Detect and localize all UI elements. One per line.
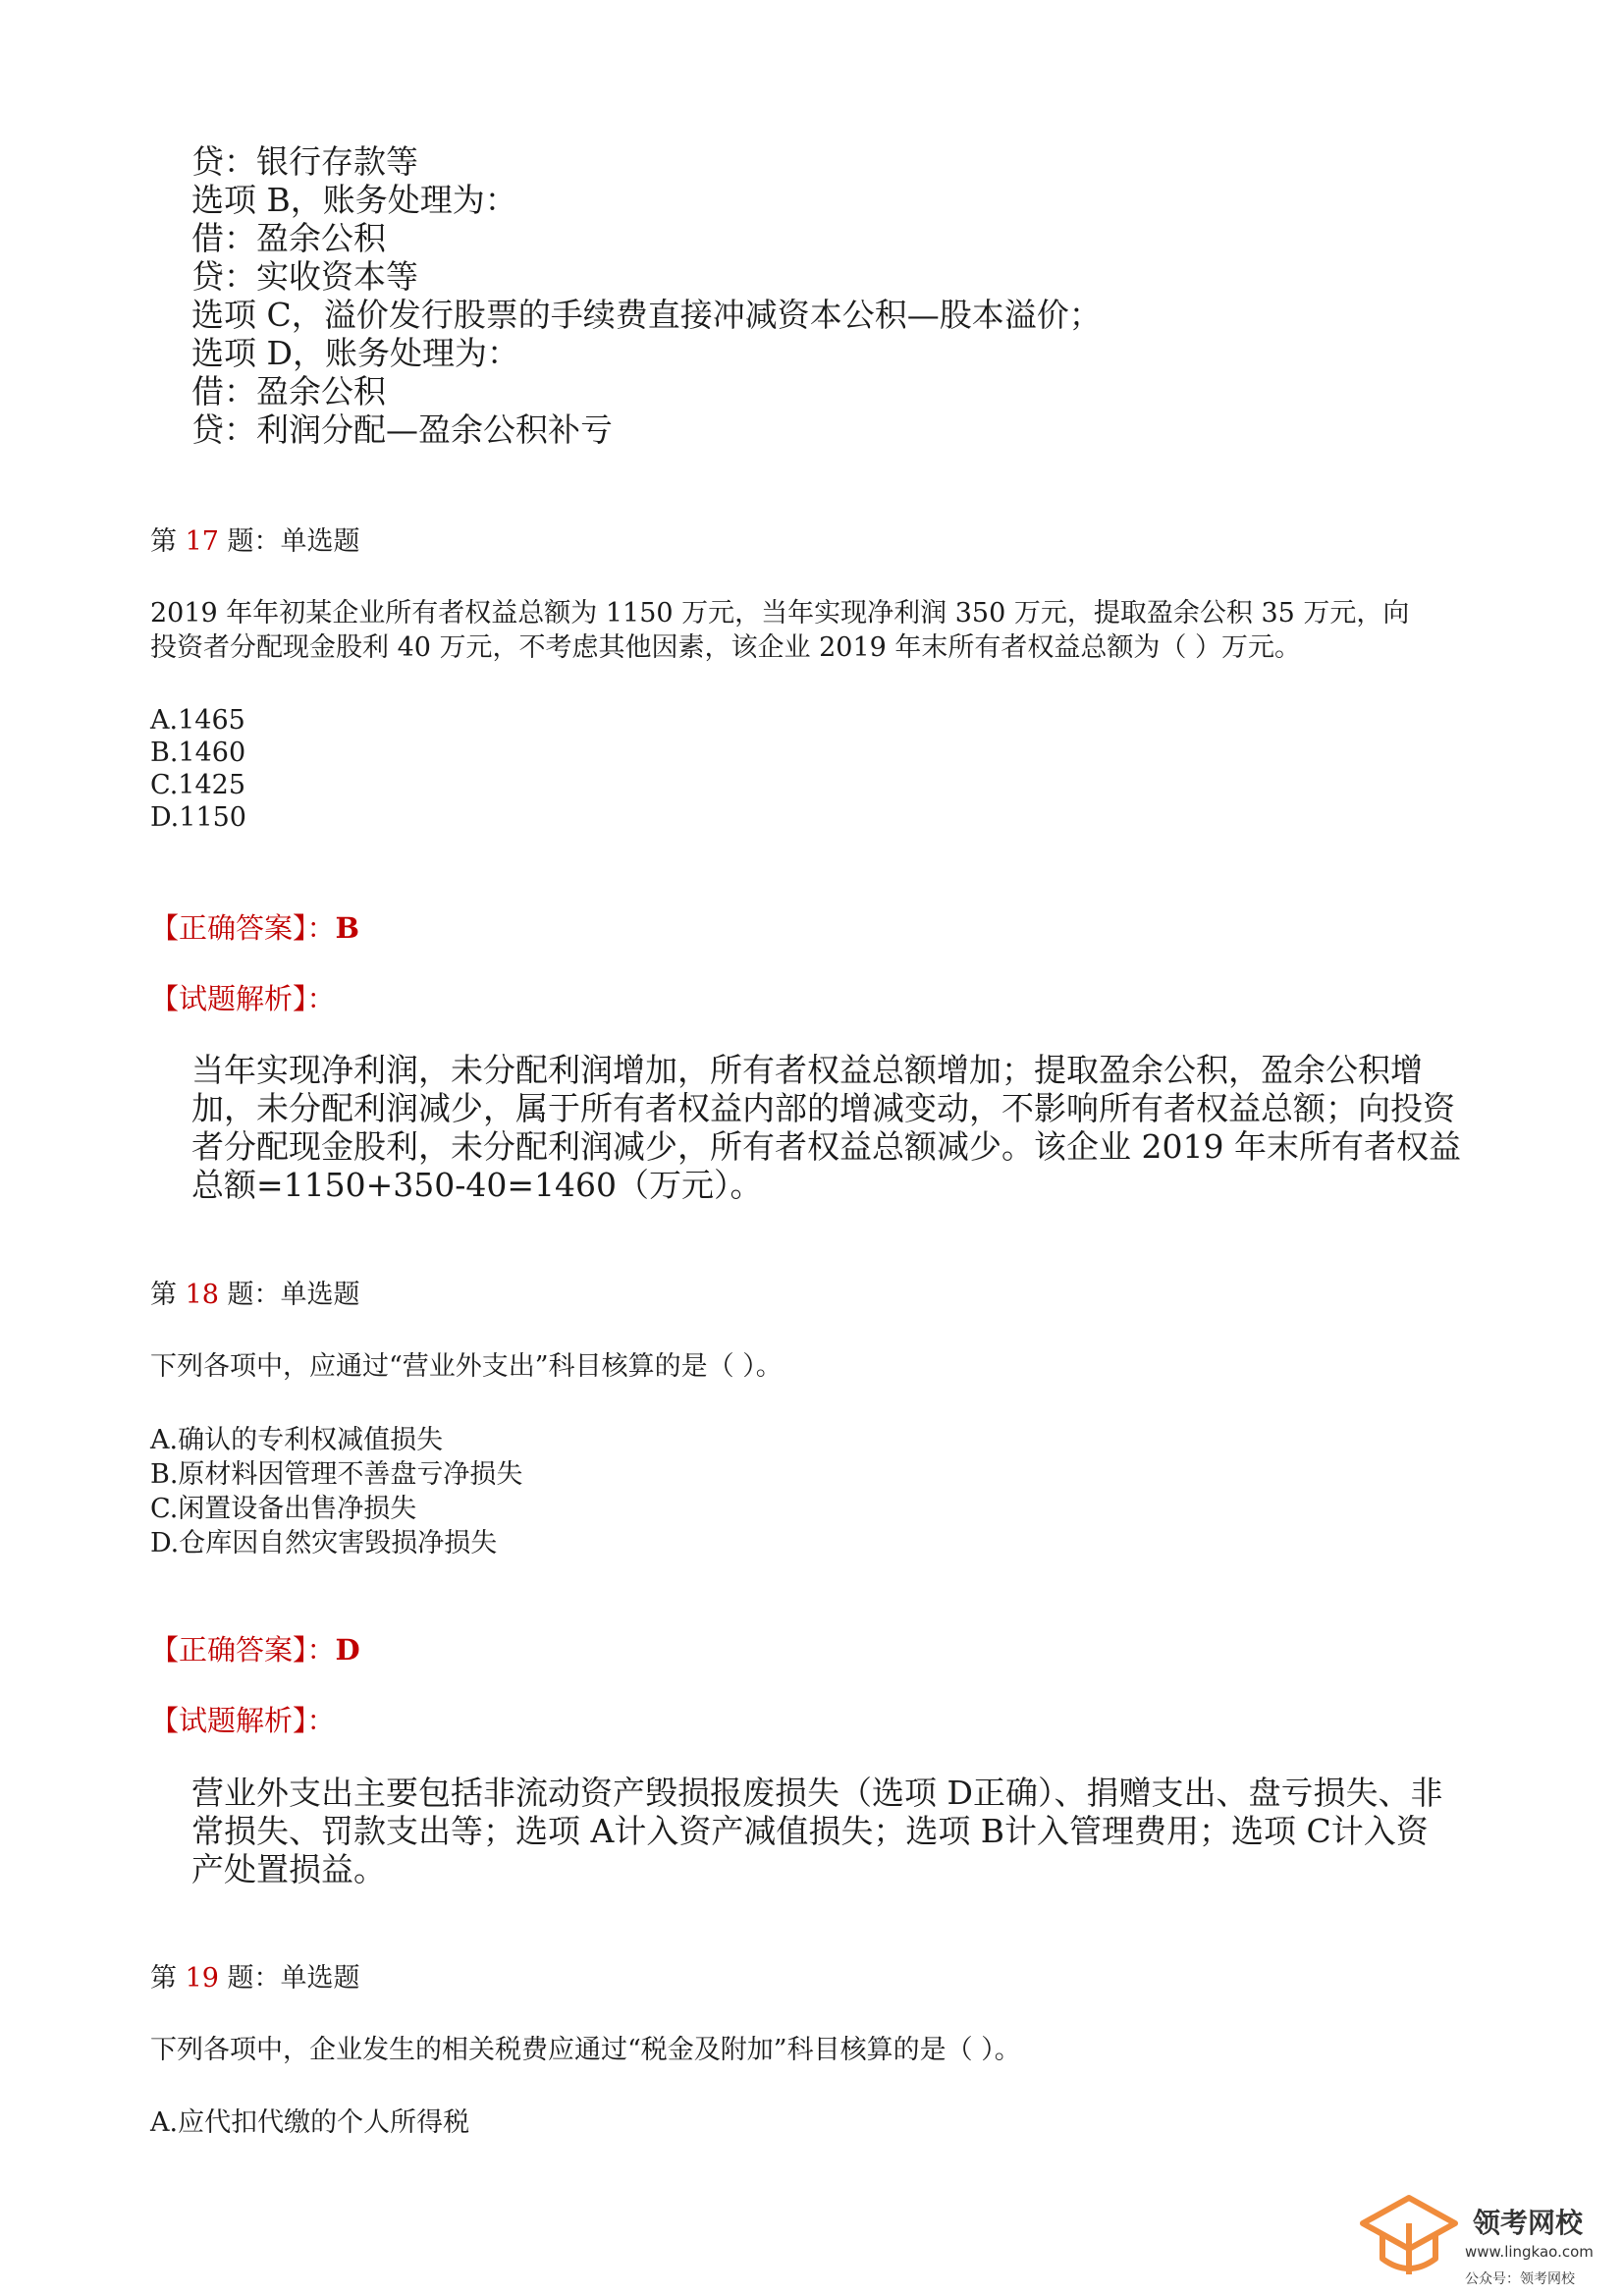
question-prefix: 第 [150, 1963, 177, 1994]
question-18-analysis-line: 营业外支出主要包括非流动资产毁损报废损失（选项 D正确）、捐赠支出、盘亏损失、非 [191, 1774, 1443, 1812]
question-17-option-a: A.1465 [150, 705, 245, 736]
question-18-option-c: C.闲置设备出售净损失 [150, 1494, 417, 1524]
question-17-header [150, 525, 360, 559]
logo-wechat: 公众号：领考网校 [1465, 2271, 1575, 2287]
question-18-stem: 下列各项中，应通过“营业外支出”科目核算的是（ ）。 [150, 1351, 783, 1382]
logo-url: www.lingkao.com [1465, 2243, 1594, 2261]
question-18-option-d: D.仓库因自然灾害毁损净损失 [150, 1528, 498, 1558]
question-number: 18 [185, 1280, 219, 1310]
answer-value: B [335, 911, 360, 945]
question-17-analysis-line: 加，未分配利润减少，属于所有者权益内部的增减变动，不影响所有者权益总额；向投资 [191, 1089, 1455, 1127]
question-17-option-c: C.1425 [150, 770, 245, 800]
prev-explanation-line: 选项 C，溢价发行股票的手续费直接冲减资本公积—股本溢价； [191, 296, 1102, 334]
prev-explanation-line: 贷：利润分配—盈余公积补亏 [191, 410, 613, 449]
question-18-analysis-label: 【试题解析】： [150, 1704, 336, 1737]
question-18-analysis-line: 常损失、罚款支出等；选项 A计入资产减值损失；选项 B计入管理费用；选项 C计入资 [191, 1812, 1429, 1850]
question-number: 17 [185, 526, 219, 557]
question-17-option-d: D.1150 [150, 802, 246, 833]
question-prefix: 第 [150, 1280, 177, 1310]
question-17-stem: 投资者分配现金股利 40 万元，不考虑其他因素，该企业 2019 年末所有者权益总额为（ ）万元。 [150, 632, 1301, 663]
prev-explanation-line: 贷：实收资本等 [191, 257, 418, 296]
question-19-header [150, 1962, 360, 1995]
question-17-stem: 2019 年年初某企业所有者权益总额为 1150 万元，当年实现净利润 350 万元，提取盈余公积 35 万元，向 [150, 598, 1410, 629]
answer-label: 【正确答案】： [150, 1633, 336, 1667]
prev-explanation-line: 借：盈余公积 [191, 372, 386, 410]
answer-label: 【正确答案】： [150, 911, 336, 945]
prev-explanation-line: 选项 B，账务处理为： [191, 181, 517, 219]
question-18-header [150, 1279, 360, 1312]
question-type: 题：单选题 [227, 526, 360, 557]
question-type: 题：单选题 [227, 1963, 360, 1994]
question-19-option-a: A.应代扣代缴的个人所得税 [150, 2107, 470, 2138]
question-17-analysis-line: 者分配现金股利，未分配利润减少，所有者权益总额减少。该企业 2019 年末所有者权益 [191, 1127, 1461, 1166]
question-18-analysis-line: 产处置损益。 [191, 1850, 386, 1888]
prev-explanation-line: 贷：银行存款等 [191, 142, 418, 181]
question-17-analysis-label: 【试题解析】： [150, 982, 336, 1015]
question-19-stem: 下列各项中，企业发生的相关税费应通过“税金及附加”科目核算的是（ ）。 [150, 2035, 1021, 2065]
question-18-answer [150, 1628, 360, 1668]
question-17-option-b: B.1460 [150, 738, 246, 768]
question-number: 19 [185, 1963, 219, 1994]
question-type: 题：单选题 [227, 1280, 360, 1310]
question-18-option-b: B.原材料因管理不善盘亏净损失 [150, 1459, 523, 1490]
prev-explanation-line: 选项 D，账务处理为： [191, 334, 519, 372]
answer-value: D [335, 1633, 360, 1667]
lingkao-logo [1355, 2190, 1610, 2288]
prev-explanation-line: 借：盈余公积 [191, 219, 386, 257]
question-prefix: 第 [150, 526, 177, 557]
question-18-option-a: A.确认的专利权减值损失 [150, 1425, 444, 1455]
question-17-answer [150, 906, 359, 947]
graduation-cap-icon [1355, 2190, 1463, 2288]
question-17-analysis-line: 当年实现净利润，未分配利润增加，所有者权益总额增加；提取盈余公积，盈余公积增 [191, 1051, 1423, 1089]
question-17-analysis-line: 总额=1150+350-40=1460（万元）。 [191, 1166, 763, 1204]
logo-name: 领考网校 [1473, 2207, 1584, 2239]
